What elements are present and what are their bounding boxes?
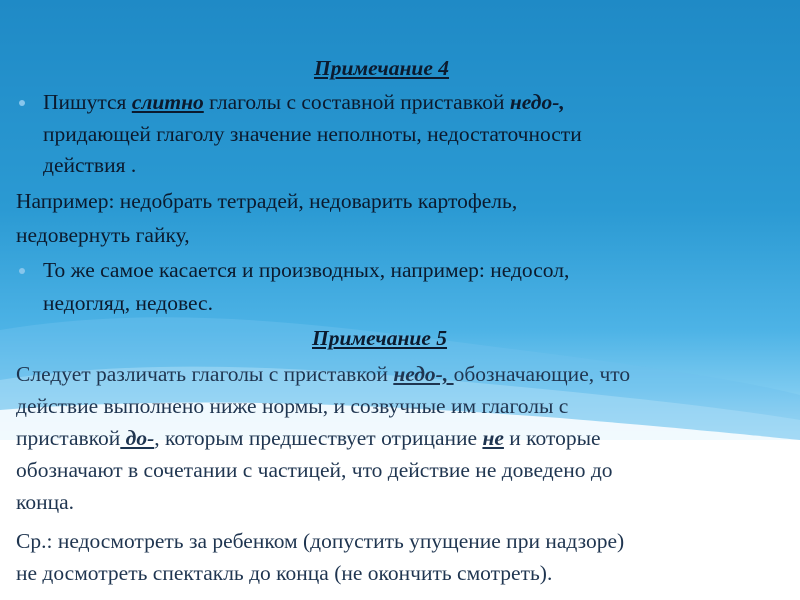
prefix-do: до- <box>120 426 155 450</box>
emphasis-slitno: слитно <box>131 90 204 114</box>
note5-line-1 <box>16 364 630 386</box>
note5-line-4: обозначают в сочетании с частицей, что действие не доведено до <box>16 458 613 482</box>
note5-heading: Примечание 5 <box>312 326 448 350</box>
text-span: глаголы с составной приставкой <box>203 90 510 114</box>
note4-rule-line-2: придающей глаголу значение неполноты, недостаточности <box>43 122 582 146</box>
prefix-nedo: недо-, <box>393 362 454 386</box>
text-span: Пишутся <box>43 90 132 114</box>
note5-line-3 <box>16 428 601 450</box>
note4-example-line-2: недовернуть гайку, <box>16 223 190 247</box>
bullet-icon <box>19 100 25 106</box>
note5-compare-line-2: не досмотреть спектакль до конца (не окончить смотреть). <box>16 561 553 585</box>
note5-line-2: действие выполнено ниже нормы, и созвучные им глаголы с <box>16 394 569 418</box>
note4-derived-line-2: недогляд, недовес. <box>43 291 213 315</box>
text-span: Следует различать глаголы с приставкой <box>16 362 394 386</box>
note4-example-line-1: Например: недобрать тетрадей, недоварить картофель, <box>16 189 518 213</box>
prefix-nedo: недо-, <box>509 90 565 114</box>
bullet-icon <box>19 268 25 274</box>
negation-ne: не <box>482 426 504 450</box>
text-span: и которые <box>503 426 601 450</box>
text-span: обозначающие, что <box>453 362 631 386</box>
note4-heading: Примечание 4 <box>314 56 450 80</box>
note5-compare-line-1: Ср.: недосмотреть за ребенком (допустить упущение при надзоре) <box>16 529 625 553</box>
text-span: , которым предшествует отрицание <box>154 426 483 450</box>
note4-derived-line-1: То же самое касается и производных, например: недосол, <box>43 258 570 282</box>
note5-line-5: конца. <box>16 490 75 514</box>
text-span: приставкой <box>16 426 121 450</box>
note4-rule-line-1 <box>43 92 565 114</box>
note4-rule-line-3: действия . <box>43 153 137 177</box>
